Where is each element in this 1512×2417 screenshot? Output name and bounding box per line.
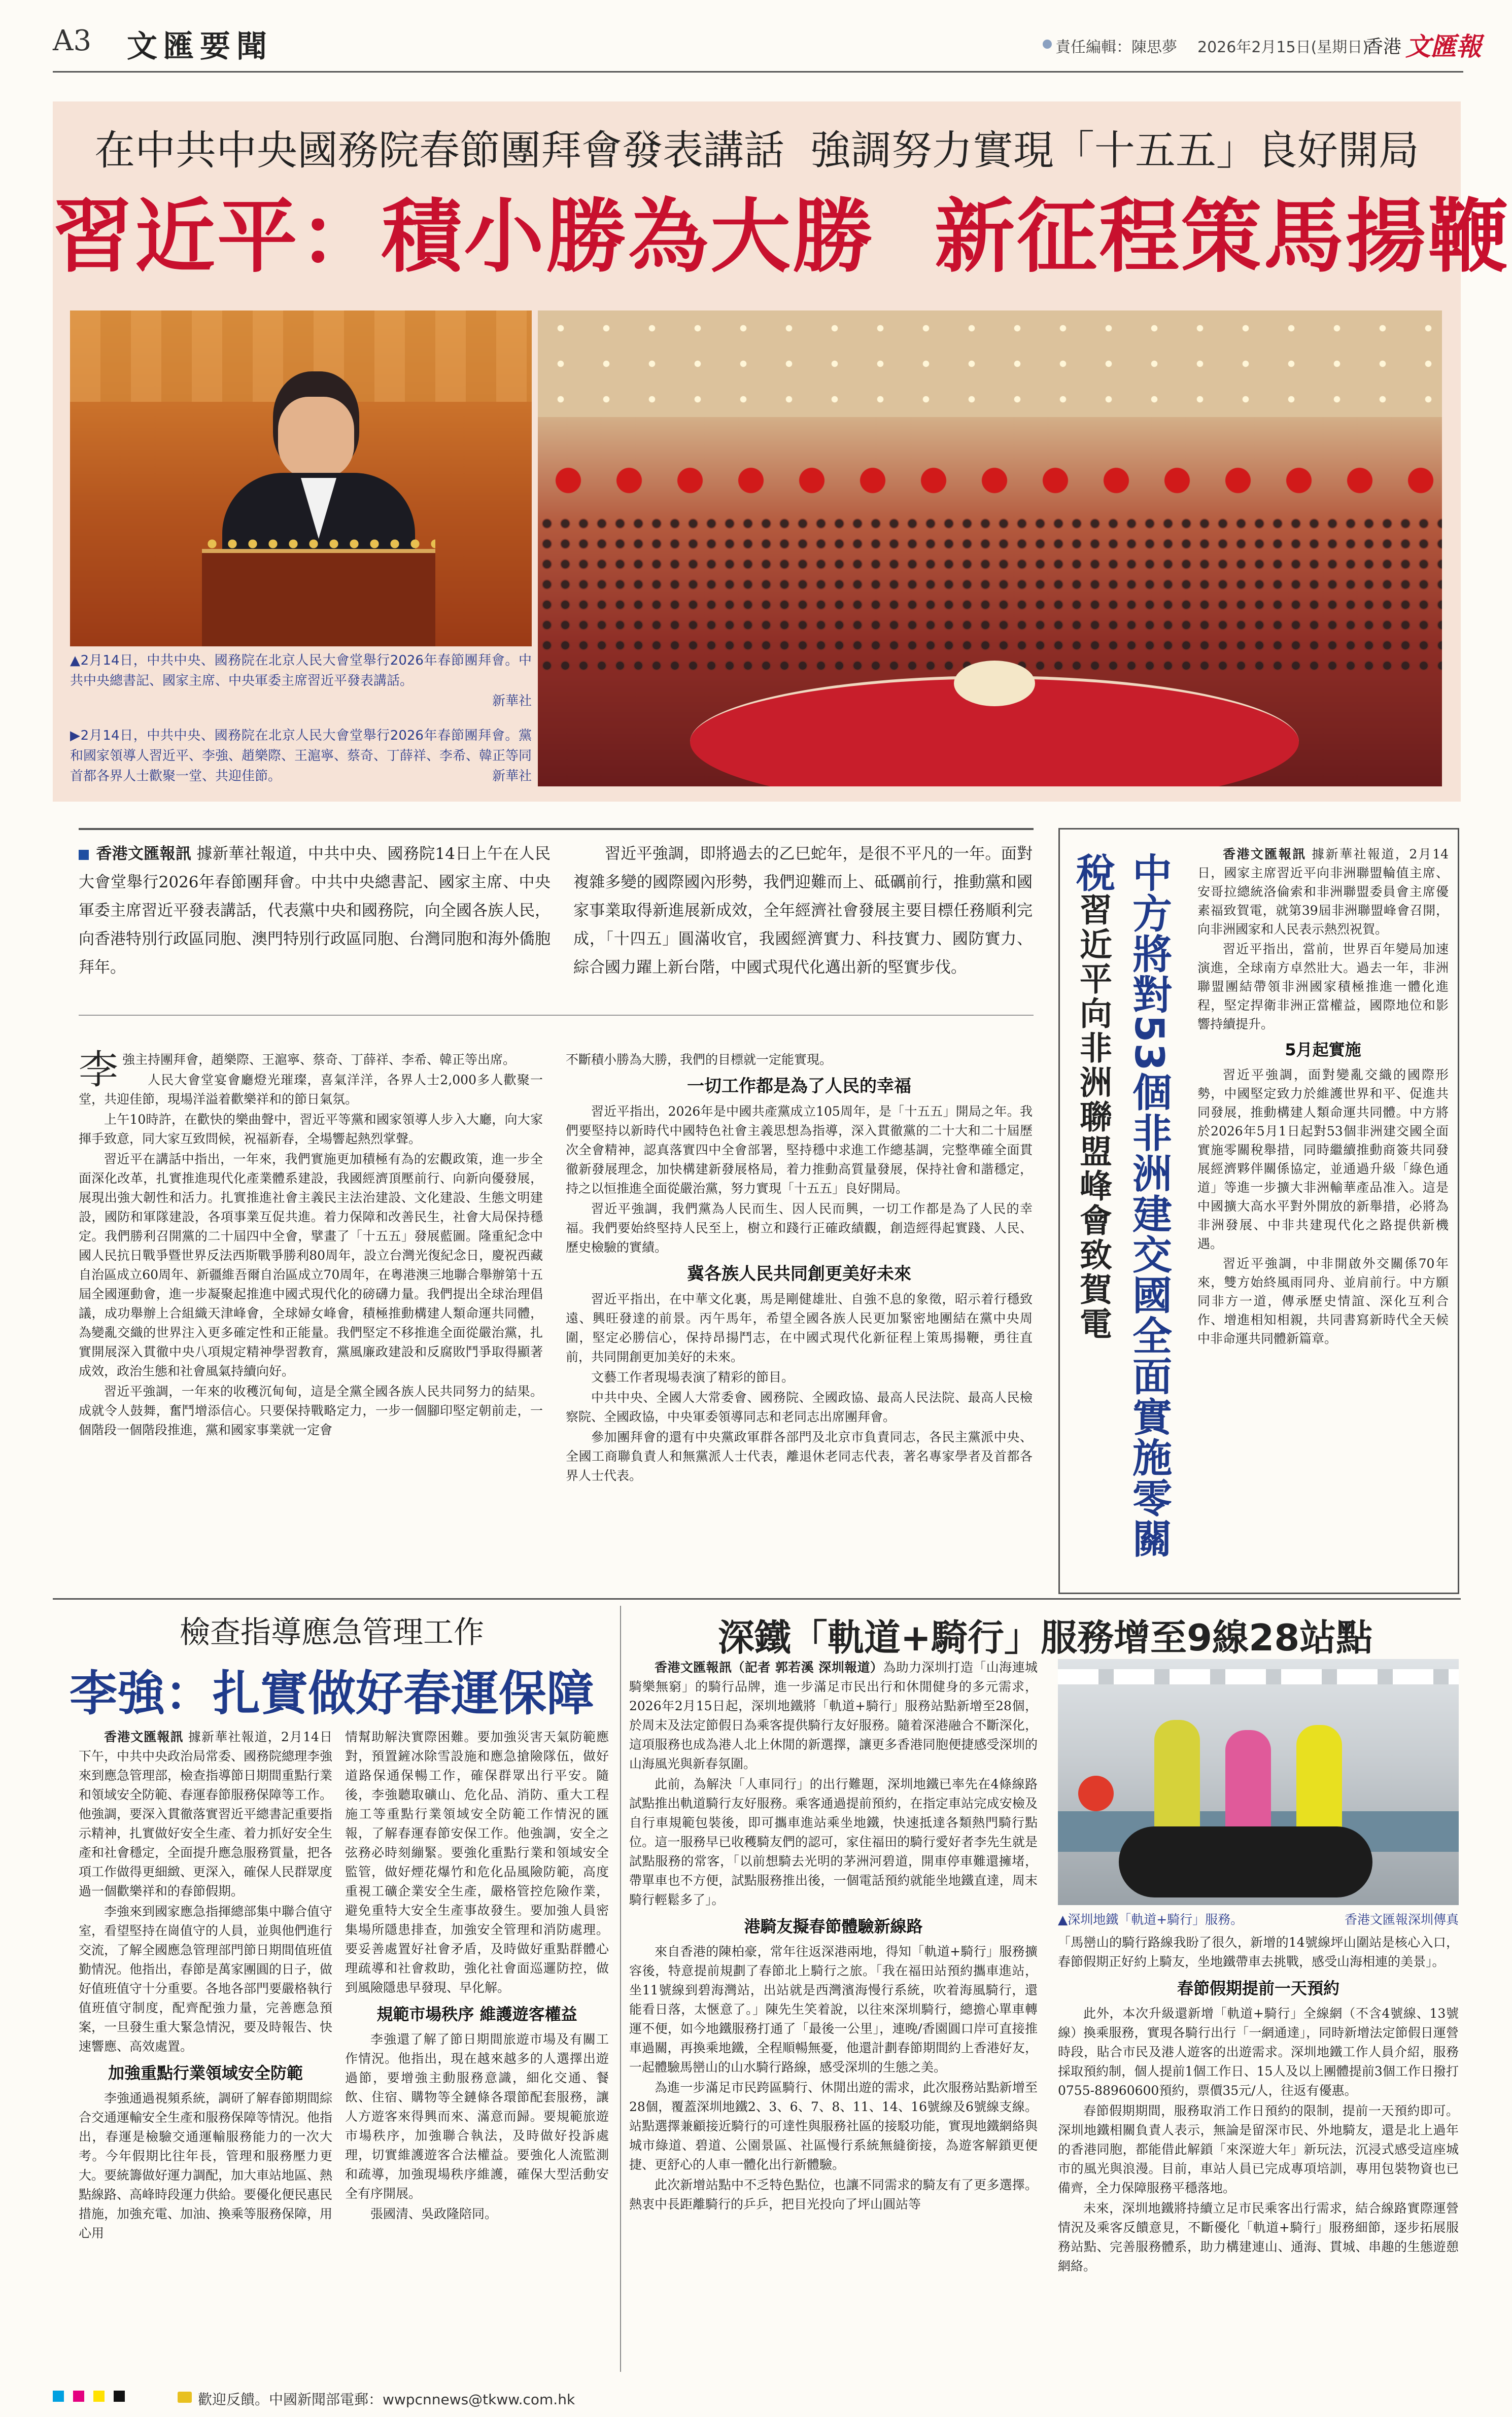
crowd [538,513,1442,676]
col1-p2: 人民大會堂宴會廳燈光璀璨，喜氣洋洋，各界人士2,000多人歡聚一堂，共迎佳節，現場洋溢着歡樂祥和的節日氣氛。 [79,1073,543,1107]
lead-bottom-rule [79,1015,1034,1016]
side-p4: 習近平強調，中非開啟外交關係70年來，雙方始終風雨同舟、並肩前行。中方願同非方一道，傳承歷史情誼、深化互利合作、增進相知相親，共同書寫新時代全天候中非命運共同體新篇章。 [1197,1256,1449,1346]
color-swatch [53,2391,64,2402]
left-col1-p3: 李強通過視頻系統，調研了解春節期間綜合交通運輸安全生產和服務保障等情況。他指出，春運是檢驗交通運輸服務能力的一次大考。今年假期比往年長，管理和服務壓力更大。要統籌做好運力調配，加大車站地區、熱點線路、高峰時段運力供給。要優化便民惠民措施，加強充電、加油、換乘等服務保障，用心用 [79,2091,333,2240]
color-swatch [93,2391,105,2402]
footer [0,2379,1512,2417]
top-story-headline: 習近平：積小勝為大勝 新征程策馬揚鞭 [53,190,1510,284]
col2-intro: 不斷積小勝為大勝，我們的目標就一定能實現。 [566,1052,833,1067]
lantern-row [538,463,1442,498]
left-story-col2 [345,1728,609,2225]
paper-logo: 文匯報 [1405,31,1482,61]
right-col2-p4: 未來，深圳地鐵將持續立足市民乘客出行需求，結合線路實際運營情況及乘客反饋意見，不斷優化「軌道+騎行」服務細節，逐步拓展服務站點、完善服務體系，助力構建連山、通海、貫城、串趣的生態遊憩網絡。 [1058,2201,1459,2273]
col2-p3: 習近平指出，在中華文化裏，馬是剛健雄壯、自強不息的象徵，昭示着行穩致遠、興旺發達的前景。丙午馬年，希望全國各族人民更加緊密地團結在黨中央周圍，堅定必勝信心，保持昂揚鬥志，在中國式現代化新征程上策馬揚鞭，勇往直前，共同開創更加美好的未來。 [566,1292,1033,1364]
caption-1-credit: 新華社 [492,694,532,709]
metro-caption-text: ▲深圳地鐵「軌道+騎行」服務。 [1058,1912,1244,1927]
side-story-headline: 中方將對53個非洲建交國全面實施零關稅 [1069,852,1172,1559]
col2-p5: 中共中央、全國人大常委會、國務院、全國政協、最高人民法院、最高人民檢察院、全國政協，中央軍委領導同志和老同志出席團拜會。 [566,1390,1033,1424]
caption-1-text: ▲2月14日，中共中央、國務院在北京人民大會堂舉行2026年春節團拜會。中共中央總書記、國家主席、中央軍委主席習近平發表講話。 [70,653,532,688]
col1-p4: 習近平在講話中指出，一年來，我們實施更加積極有為的宏觀政策，進一步全面深化改革，扎實推進現代化產業體系建設，我國經濟頂壓前行、向新向優發展，展現出強大韌性和活力。扎實推進社會主義民主法治建設、文化建設、生態文明建設，國防和軍隊建設，各項事業互促共進。着力保障和改善民生，社會大局保持穩定。我們勝利召開黨的二十屆四中全會，擘畫了「十五五」發展藍圖。隆重紀念中國人民抗日戰爭暨世界反法西斯戰爭勝利80周年，設立台灣光復紀念日，慶祝西藏自治區成立60周年、新疆維吾爾自治區成立70周年，在粵港澳三地聯合舉辦第十五屆全國運動會，進一步凝聚起推進中國式現代化的磅礴力量。我們提出全球治理倡議，成功舉辦上合組織天津峰會，全球婦女峰會，積極推動構建人類命運共同體，為變亂交織的世界注入更多確定性和正能量。我們堅定不移推進全面從嚴治黨，扎實開展深入貫徹中央八項規定精神學習教育，黨風廉政建設和反腐敗鬥爭取得顯著成效，政治生態和社會風氣持續向好。 [79,1152,543,1378]
caption-2-credit: 新華社 [492,769,532,784]
col1-p5: 習近平強調，一年來的收穫沉甸甸，這是全黨全國各族人民共同努力的結果。成就令人鼓舞，奮鬥增添信心。只要保持戰略定力，一步一個腳印堅定朝前走，一個階段一個階段推進，黨和國家事業就一定會 [79,1384,543,1437]
train-ceiling-lights [1058,1669,1459,1684]
lead-left-label: 香港文匯報訊 [96,845,192,863]
table-centerpiece [954,661,1035,706]
header-rule [53,71,1463,73]
lead-left-paragraph [79,840,551,982]
right-col1-p4: 為進一步滿足市民跨區騎行、休閒出遊的需求，此次服務站點新增至28個，覆蓋深圳地鐵2、3、6、7、8、11、14、16號線及6號線支線。站點選擇兼顧接近騎行的可達性與服務社區的接駁功能，實現地鐵網絡與城市綠道、碧道、公園景區、社區慢行系統無縫銜接，為遊客解鎖更便捷、更舒心的人車一體化出行新體驗。 [629,2080,1038,2172]
lead-left-text: 據新華社報道，中共中央、國務院14日上午在人民大會堂舉行2026年春節團拜會。中共中央總書記、國家主席、中央軍委主席習近平發表講話，代表黨中央和國務院，向全國各族人民，向香港特別行政區同胞、澳門特別行政區同胞、台灣同胞和海外僑胞拜年。 [79,845,551,977]
photo-xi-speech [70,310,532,646]
left-col2-p1: 情幫助解決實際困難。要加強災害天氣防範應對，預置鏟冰除雪設施和應急搶險隊伍，做好道路保通保暢工作，確保群眾出行平安。隨後，李強聽取礦山、危化品、消防、重大工程施工等重點行業領域安全防範工作情況的匯報，了解春運春節安保工作。他強調，安全之弦務必時刻繃緊。要強化重點行業和領域安全監管，做好煙花爆竹和危化品風險防範，高度重視工礦企業安全生產，嚴格管控危險作業，避免重特大安全生產事故發生。要加強人員密集場所隱患排查，加強安全管理和消防處理。要妥善處置好社會矛盾，及時做好重點群體心理疏導和社會救助，強化社會面巡邏防控，做到風險隱患早發現、早化解。 [345,1730,609,1995]
right-col2-p1: 「馬巒山的騎行路線我盼了很久，新增的14號線坪山圍站是核心入口，春節假期正好約上騎友，坐地鐵帶車去挑戰，感受山海相連的美景」。 [1058,1935,1459,1969]
color-swatch [73,2391,84,2402]
left-lead-label: 香港文匯報訊 [104,1730,184,1744]
col1-p1: 強主持團拜會，趙樂際、王滬寧、蔡奇、丁薛祥、李希、韓正等出席。 [122,1052,516,1067]
page-number: A3 [53,24,92,57]
side-subhead: 5月起實施 [1285,1040,1361,1059]
mail-icon [178,2392,192,2403]
right-story-headline: 深鐵「軌道+騎行」服務增至9線28站點 [717,1616,1373,1659]
photo-caption-2 [70,726,532,786]
top-story-kicker: 在中共中央國務院春節團拜會發表講話 強調努力實現「十五五」良好開局 [94,127,1419,174]
bike-bag [1119,1826,1372,1897]
bottom-column-divider [620,1606,621,2372]
right-col1-p1: 為助力深圳打造「山海連城 騎樂無窮」的騎行品牌，進一步滿足市民出行和休閒健身的多元需求，2026年2月15日起，深圳地鐵將「軌道+騎行」服務站點新增至28個，於周末及法定節假日為乘客提供騎行友好服務。隨着深港融合不斷深化，這項服務也成為港人北上休閒的新選擇，讓更多香港同胞便捷感受深圳的山海風光與新春氛圍。 [629,1660,1038,1771]
side-p2: 習近平指出，當前，世界百年變局加速演進，全球南方卓然壯大。過去一年，非洲聯盟團結帶領非洲國家積極推進一體化進程，堅定捍衛非洲正當權益，國際地位和影響持續提升。 [1197,942,1449,1031]
right-col2-p3: 春節假期期間，服務取消工作日預約的限制，提前一天預約即可。深圳地鐵相關負責人表示，無論是留深市民、外地騎友，還是北上過年的香港同胞，都能借此解鎖「來深遊大年」新玩法，沉浸式感受這座城市的風光與浪漫。目前，車站人員已完成專項培訓，專用包裝物資也已備齊，全力保障服務平穩落地。 [1058,2103,1459,2195]
ceiling-lights [538,310,1442,417]
photo-banquet-hall [538,310,1442,786]
col2-p6: 參加團拜會的還有中央黨政軍群各部門及北京市負責同志，各民主黨派中央、全國工商聯負責人和無黨派人士代表，離退休老同志代表，著名專家學者及首都各界人士代表。 [566,1430,1033,1483]
editor-bullet-icon [1043,40,1052,49]
side-story-subheadline: 習近平向非洲聯盟峰會致賀電 [1074,893,1112,1341]
color-swatch [114,2391,125,2402]
side-lead-label: 香港文匯報訊 [1223,847,1307,861]
photo-metro-cycling [1058,1659,1459,1905]
left-subhead-market: 規範市場秩序 維護遊客權益 [376,2005,577,2024]
right-col1-p2: 此前，為解決「人車同行」的出行難題，深圳地鐵已率先在4條線路試點推出軌道騎行友好服務。乘客通過提前預約，在指定車站完成安檢及自行車規範包裝後，即可攜車進站乘坐地鐵，快速抵達各類熱門騎行點位。這一服務早已收穫騎友們的認可，家住福田的騎行愛好者李先生就是試點服務的常客，「以前想騎去光明的茅洲河碧道，開車停車難還擁堵，帶單車也不方便，試點服務推出後，一個電話預約就能坐地鐵直達，周末騎行輕鬆多了」。 [629,1777,1038,1907]
subhead-better-future: 冀各族人民共同創更美好未來 [687,1264,911,1284]
editor-credit: 責任編輯：陳思夢 [1055,39,1177,56]
right-subhead-booking: 春節假期提前一天預約 [1177,1979,1339,1998]
side-p1: 據新華社報道，2月14日，國家主席習近平向非洲聯盟輪值主席、安哥拉總統洛倫索和非洲聯盟委員會主席優素福致賀電，就第39屆非洲聯盟峰會召開，向非洲國家和人民表示熱烈祝賀。 [1197,847,1449,937]
speaker-face [278,397,354,478]
metro-caption-credit: 香港文匯報深圳傳真 [1344,1912,1459,1927]
dropcap: 李 [79,1047,119,1093]
top-story-col2 [566,1050,1033,1487]
lead-right-paragraph [573,840,1033,982]
col2-p1: 習近平指出，2026年是中國共產黨成立105周年，是「十五五」開局之年。我們要堅持以新時代中國特色社會主義思想為指導，深入貫徹黨的二十大和二十屆歷次全會精神，認真落實四中全會部署，堅持穩中求進工作總基調，完整準確全面貫徹新發展理念，加快構建新發展格局，着力推動高質量發展，保持社會和諧穩定，持之以恒推進全面從嚴治黨，努力實現「十五五」良好開局。 [566,1104,1033,1196]
subhead-people-happiness: 一切工作都是為了人民的幸福 [687,1076,911,1096]
metro-logo-icon [1078,1776,1114,1811]
right-subhead-hk-riders: 港騎友擬春節體驗新線路 [744,1917,923,1936]
left-col2-p3: 張國清、吳政隆陪同。 [370,2206,498,2221]
podium [202,549,435,646]
lead-marker-icon [79,850,89,860]
right-story-col2 [1058,1933,1459,2277]
mid-page-rule [53,1598,1461,1600]
metro-photo-caption [1058,1910,1459,1928]
right-lead-label: 香港文匯報訊（記者 郭若溪 深圳報道） [655,1660,883,1675]
side-story-body [1197,845,1449,1349]
col1-p3: 上午10時許，在歡快的樂曲聲中，習近平等黨和國家領導人步入大廳，向大家揮手致意，同大家互致問候，祝福新春，全場響起熱烈掌聲。 [79,1112,543,1146]
left-story-kicker: 檢查指導應急管理工作 [180,1615,484,1650]
col2-p4: 文藝工作者現場表演了精彩的節目。 [591,1370,795,1385]
photo-caption-1 [70,650,532,711]
left-subhead-safety: 加強重點行業領域安全防範 [108,2063,303,2083]
page-header [0,0,1512,76]
section-title: 文匯要聞 [127,29,273,64]
left-col2-p2: 李強還了解了節日期間旅遊市場及有關工作情況。他指出，現在越來越多的人選擇出遊過節，要增強主動服務意識，細化交通、餐飲、住宿、購物等全鏈條各環節配套服務，讓人方遊客來得興而來、滿意而歸。要規範旅遊市場秩序，加強聯合執法，及時做好投訴處理，切實維護遊客合法權益。要強化人流監測和疏導，加強現場秩序維護，確保大型活動安全有序開展。 [345,2032,609,2201]
left-col1-p1: 據新華社報道，2月14日下午，中共中央政治局常委、國務院總理李強來到應急管理部，檢查指導節日期間重點行業和領域安全防範、春運春節服務保障等工作。他強調，要深入貫徹落實習近平總書記重要指示精神，扎實做好安全生產、着力抓好安全生產和社會穩定，全面提升應急服務質量，把各項工作做得更細緻、更深入，確保人民群眾度過一個歡樂祥和的春節假期。 [79,1730,333,1898]
color-swatches [53,2391,125,2404]
right-col1-p5: 此次新增站點中不乏特色點位，也讓不同需求的騎友有了更多選擇。熱衷中長距離騎行的乒乒，把目光投向了坪山圓站等 [629,2178,1038,2212]
left-story-headline: 李強：扎實做好春運保障 [69,1666,594,1721]
right-col2-p2: 此外，本次升級還新增「軌道+騎行」全線網（不含4號線、13號線）換乘服務，實現各騎行出行「一網通達」，同時新增法定節假日運營時段，貼合市民及港人遊客的出遊需求。深圳地鐵工作人員介紹，服務採取預約制，個人提前1個工作日、15人及以上團體提前3個工作日撥打0755-88960600預約，票價35元/人，往返有優惠。 [1058,2006,1459,2098]
paper-prefix: 香港 [1365,37,1402,57]
side-p3: 習近平強調，面對變亂交織的國際形勢，中國堅定致力於維護世界和平、促進共同發展，推動構建人類命運共同體。中方將於2026年5月1日起對53個非洲建交國全面實施零關稅舉措，同時繼續推動商簽共同發展經濟夥伴關係協定，並通過升級「綠色通道」等進一步擴大非洲輸華產品准入。這是中國擴大高水平對外開放的新舉措，必將為非洲發展、中非共建現代化之路提供新機遇。 [1197,1067,1449,1251]
top-story-col1 [79,1047,543,1441]
lead-top-rule [79,828,1034,830]
col2-p2: 習近平強調，我們黨為人民而生、因人民而興，一切工作都是為了人民的幸福。我們要始終堅持人民至上，樹立和踐行正確政績觀，創造經得起實踐、人民、歷史檢驗的實績。 [566,1201,1033,1255]
left-col1-p2: 李強來到國家應急指揮總部集中聯合值守室，看望堅持在崗值守的人員，並與他們進行交流，了解全國應急管理部門節日期間值班值勤情況。他指出，春節是萬家團圓的日子，做好值班值守十分重要。各地各部門要嚴格執行值班值守制度，配齊配強力量，完善應急預案，一旦發生重大緊急情況，要及時報告、快速響應、高效處置。 [79,1904,333,2054]
left-story-col1 [79,1728,332,2244]
right-col1-p3: 來自香港的陳柏豪，常年往返深港兩地，得知「軌道+騎行」服務擴容後，特意提前規劃了春節北上騎行之旅。「我在福田站預約攜車進站，坐11號線到碧海灣站，出站就是西灣濱海慢行系統，吹着海風騎行，還能看日落，太愜意了。」陳先生笑着說，以往來深圳騎行，總擔心單車轉運不便，如今地鐵服務打通了「最後一公里」，連晚/香園圓口岸可直接推車過關，再換乘地鐵，全程順暢無憂，他還計劃春節期間約上香港好友，一起體驗馬巒山的山水騎行路線，感受深圳的生態之美。 [629,1944,1038,2075]
right-story-col1 [629,1658,1038,2215]
podium-flowers [202,534,435,559]
caption-2-text: ▶2月14日，中共中央、國務院在北京人民大會堂舉行2026年春節團拜會。黨和國家領導人習近平、李強、趙樂際、王滬寧、蔡奇、丁薛祥、李希、韓正等同首都各界人士歡聚一堂、共迎佳節。 [70,728,532,784]
footer-contact: 歡迎反饋。中國新聞部電郵：wwpcnnews@tkww.com.hk [198,2391,575,2408]
lead-right-text: 習近平強調，即將過去的乙巳蛇年，是很不平凡的一年。面對複雜多變的國際國內形勢，我們迎難而上、砥礪前行，推動黨和國家事業取得新進展新成效，全年經濟社會發展主要目標任務順利完成，「十四五」圓滿收官，我國經濟實力、科技實力、國防實力、綜合國力躍上新台階，中國式現代化邁出新的堅實步伐。 [573,845,1033,977]
issue-date: 2026年2月15日(星期日) [1197,39,1369,56]
